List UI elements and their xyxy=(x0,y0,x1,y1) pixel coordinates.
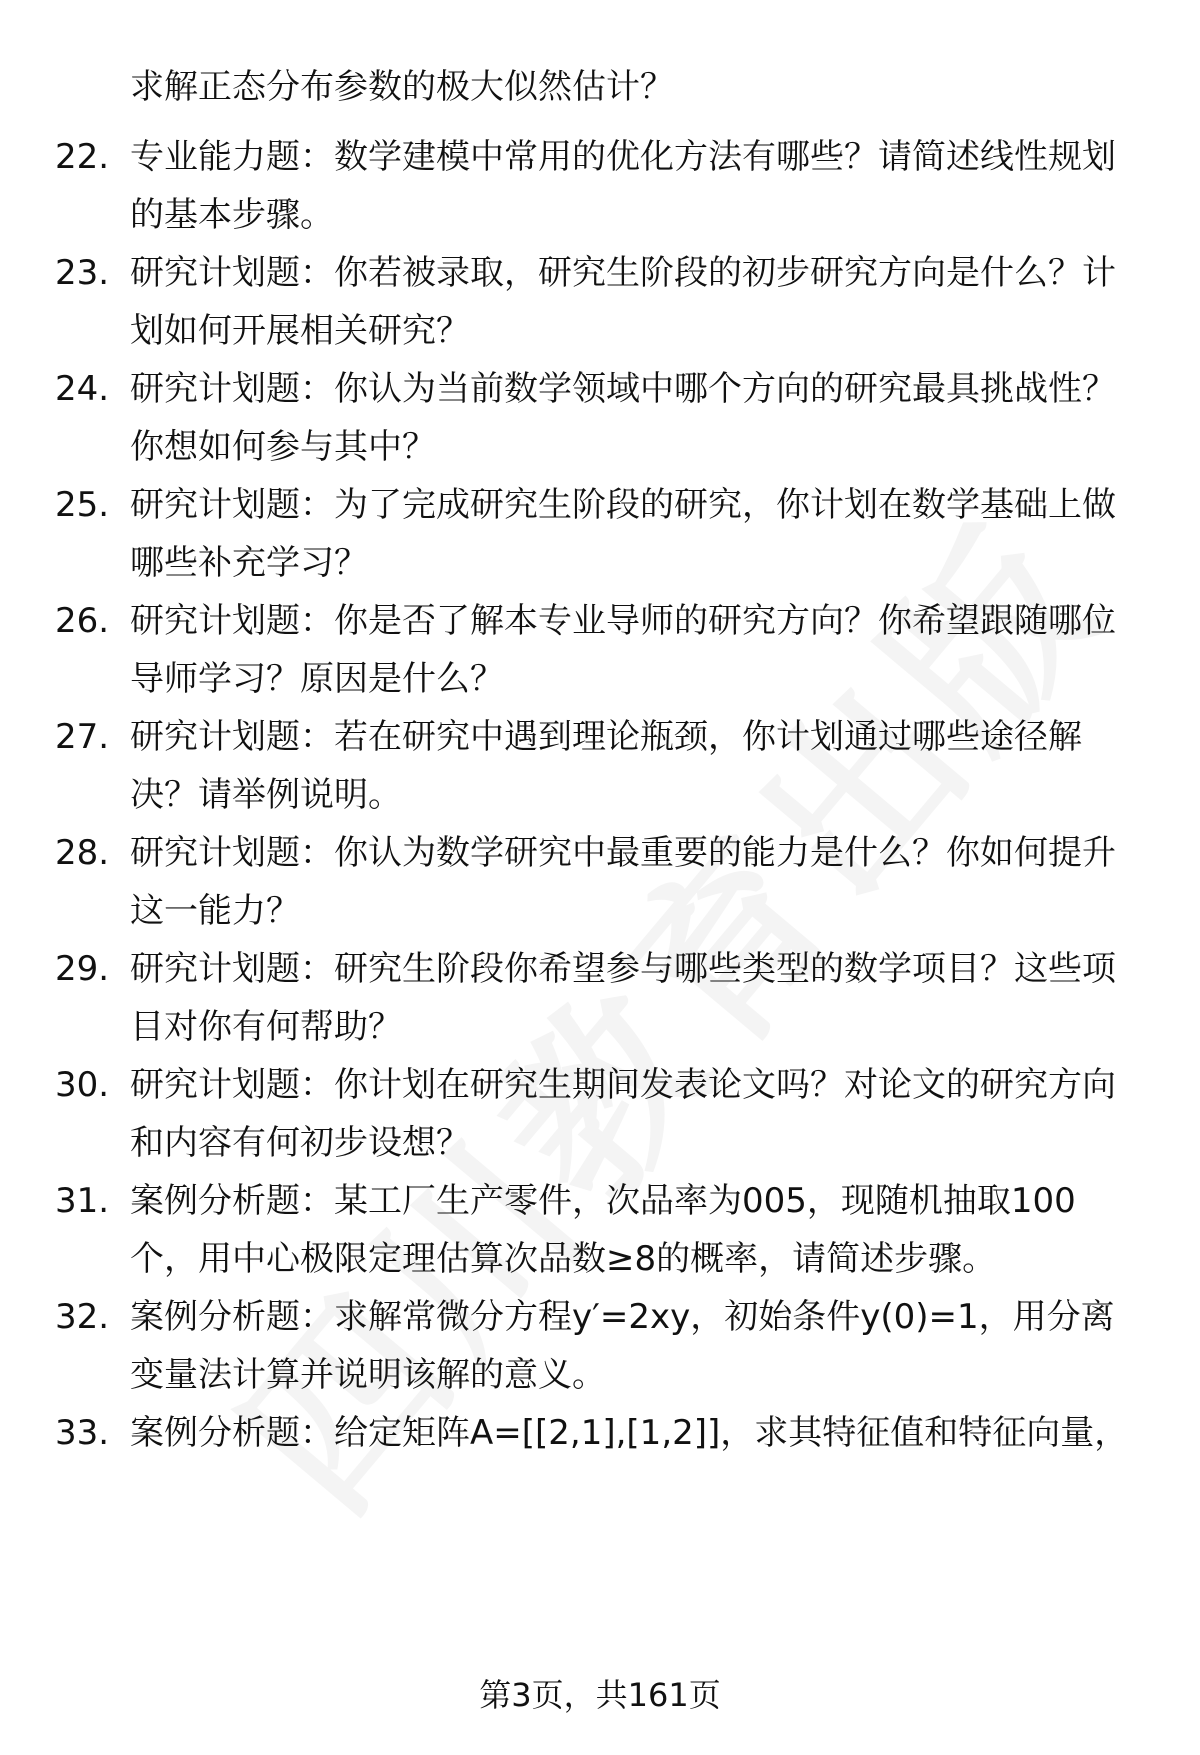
question-number: 27. xyxy=(55,717,110,757)
question-text: 研究计划题：你认为数学研究中最重要的能力是什么？你如何提升这一能力？ xyxy=(130,833,1116,931)
question-text: 研究计划题：你认为当前数学领域中哪个方向的研究最具挑战性？你想如何参与其中？ xyxy=(130,369,1116,467)
question-text: 研究计划题：你计划在研究生期间发表论文吗？对论文的研究方向和内容有何初步设想？ xyxy=(130,1065,1116,1163)
question-text: 研究计划题：为了完成研究生阶段的研究，你计划在数学基础上做哪些补充学习？ xyxy=(130,485,1116,583)
question-number: 28. xyxy=(55,833,110,873)
question-number: 24. xyxy=(55,369,110,409)
question-text: 案例分析题：给定矩阵A=[[2,1],[1,2]]，求其特征值和特征向量， xyxy=(130,1413,1129,1453)
question-text: 专业能力题：数学建模中常用的优化方法有哪些？请简述线性规划的基本步骤。 xyxy=(130,137,1116,235)
question-text: 研究计划题：你是否了解本专业导师的研究方向？你希望跟随哪位导师学习？原因是什么？ xyxy=(130,601,1116,699)
question-number: 32. xyxy=(55,1297,110,1337)
question-text: 研究计划题：研究生阶段你希望参与哪些类型的数学项目？这些项目对你有何帮助？ xyxy=(130,949,1116,1047)
question-number: 33. xyxy=(55,1413,110,1453)
page-footer: 第3页，共161页 xyxy=(479,1676,721,1714)
question-21-continuation: 求解正态分布参数的极大似然估计？ xyxy=(130,67,674,107)
question-text: 研究计划题：若在研究中遇到理论瓶颈，你计划通过哪些途径解决？请举例说明。 xyxy=(130,717,1082,815)
question-number: 30. xyxy=(55,1065,110,1105)
question-text: 研究计划题：你若被录取，研究生阶段的初步研究方向是什么？计划如何开展相关研究？ xyxy=(130,253,1116,351)
question-number: 25. xyxy=(55,485,110,525)
question-text: 案例分析题：某工厂生产零件，次品率为005，现随机抽取100个，用中心极限定理估算次品数≥8的概率，请简述步骤。 xyxy=(130,1181,1076,1279)
question-number: 23. xyxy=(55,253,110,293)
question-number: 22. xyxy=(55,137,110,177)
question-text: 案例分析题：求解常微分方程y′=2xy，初始条件y(0)=1，用分离变量法计算并说明该解的意义。 xyxy=(130,1297,1115,1395)
question-number: 31. xyxy=(55,1181,110,1221)
question-number: 26. xyxy=(55,601,110,641)
question-number: 29. xyxy=(55,949,110,989)
